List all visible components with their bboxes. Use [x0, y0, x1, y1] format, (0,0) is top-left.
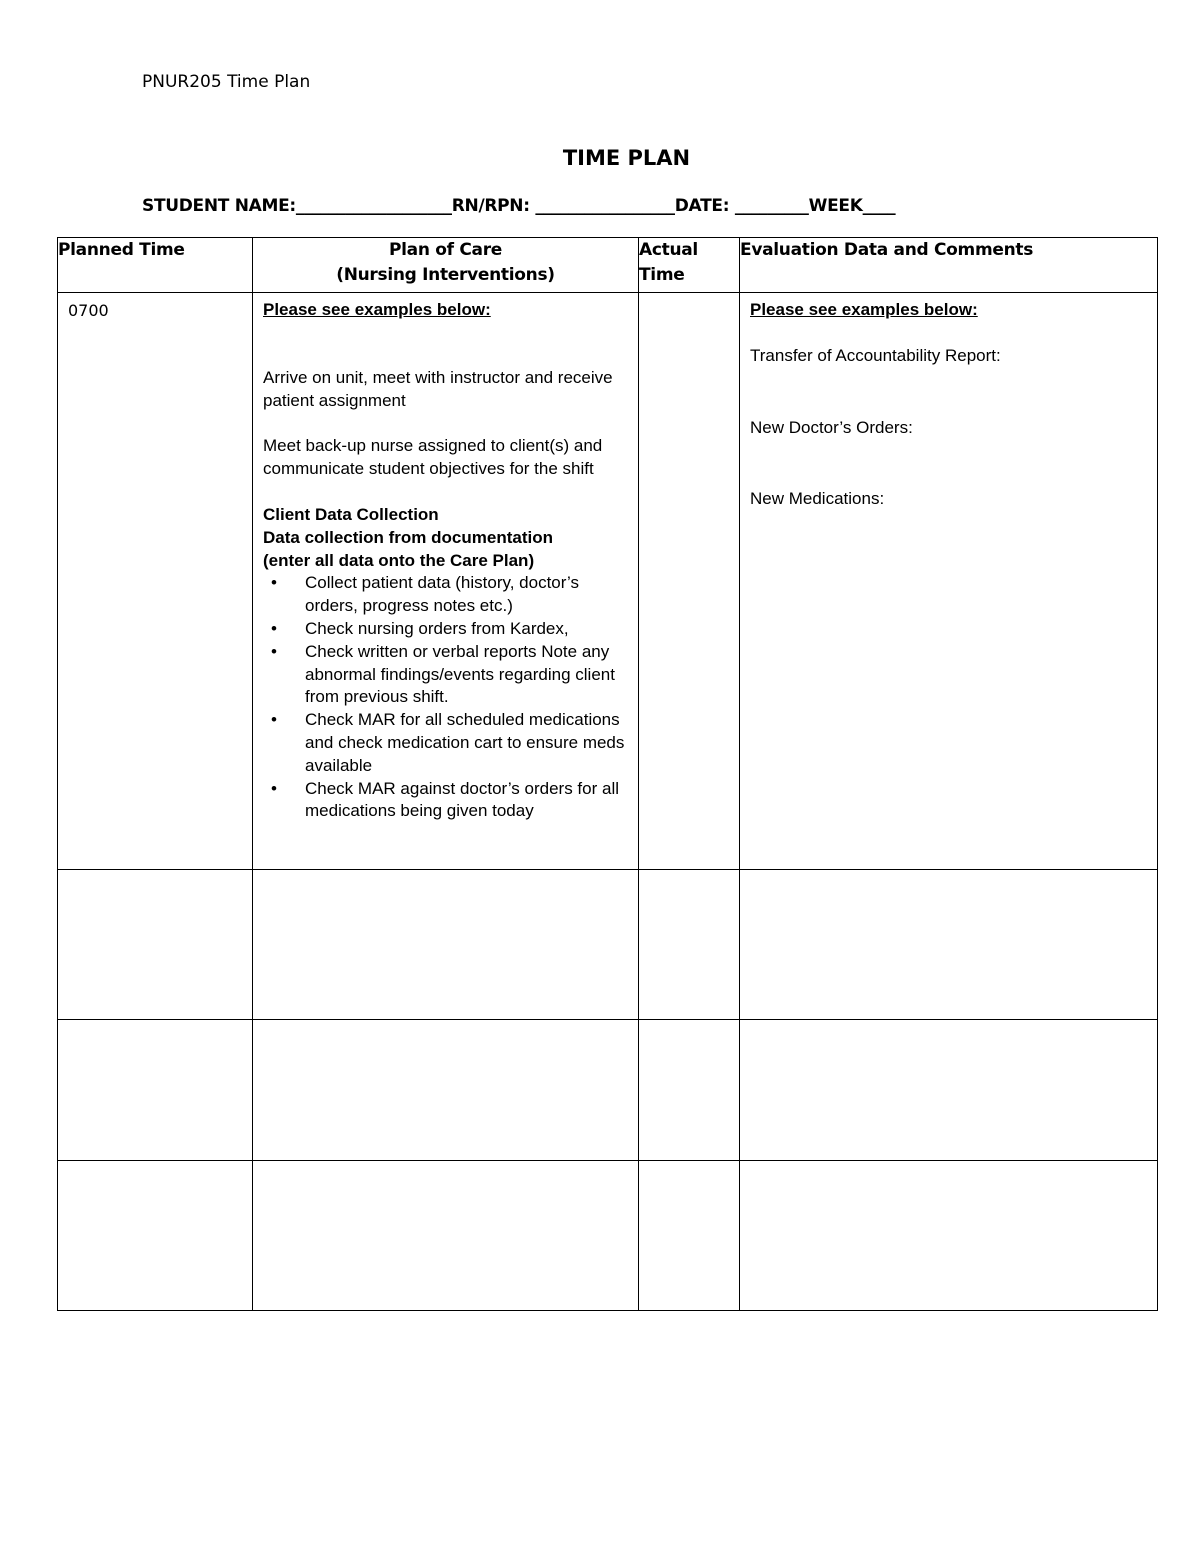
planned-time-cell[interactable] — [58, 1161, 253, 1311]
evaluation-cell[interactable] — [740, 1161, 1158, 1311]
running-header: PNUR205 Time Plan — [142, 72, 311, 92]
plan-paragraph-backup-nurse: Meet back-up nurse assigned to client(s) and communicate student objectives for the shift — [263, 436, 603, 479]
planned-time-cell[interactable] — [58, 293, 253, 870]
list-item: • Check MAR for all scheduled medications and check medication cart to ensure meds available — [271, 710, 625, 775]
evaluation-item-medications: New Medications: — [750, 489, 885, 509]
planned-time-value: 0700 — [68, 301, 109, 320]
planned-time-cell[interactable] — [58, 870, 253, 1020]
header-plan-of-care — [253, 238, 639, 293]
list-item: • Collect patient data (history, doctor’s orders, progress notes etc.) — [271, 573, 580, 616]
actual-time-cell[interactable] — [639, 1161, 740, 1311]
evaluation-item-toa-report: Transfer of Accountability Report: — [750, 345, 1001, 365]
plan-of-care-cell[interactable] — [253, 1020, 639, 1161]
evaluation-cell[interactable] — [740, 1020, 1158, 1161]
bullet-icon: • — [271, 710, 277, 730]
list-item: • Check written or verbal reports Note any abnormal findings/events regarding client from previous shift. — [271, 641, 615, 707]
actual-time-cell[interactable] — [639, 1020, 740, 1161]
bullet-icon: • — [271, 641, 277, 661]
table-row — [58, 870, 1158, 1020]
bullet-icon: • — [271, 778, 277, 798]
time-plan-table — [57, 237, 1158, 1311]
list-item: • Check MAR against doctor’s orders for all medications being given today — [271, 778, 620, 821]
actual-time-cell[interactable] — [639, 870, 740, 1020]
bullet-icon: • — [271, 573, 277, 593]
header-actual-time-line1: Actual — [639, 240, 698, 260]
plan-heading-client-data: Client Data Collection — [263, 504, 439, 524]
plan-heading-care-plan: (enter all data onto the Care Plan) — [263, 550, 535, 570]
evaluation-cell[interactable] — [740, 293, 1158, 870]
list-item: • Check nursing orders from Kardex, — [305, 618, 628, 641]
plan-of-care-cell[interactable] — [253, 293, 639, 870]
plan-examples-intro: Please see examples below: — [263, 300, 491, 319]
header-evaluation: Evaluation Data and Comments — [740, 238, 1158, 293]
evaluation-examples-intro: Please see examples below: — [750, 300, 978, 319]
evaluation-cell[interactable] — [740, 870, 1158, 1020]
actual-time-cell[interactable] — [639, 293, 740, 870]
table-row — [58, 1020, 1158, 1161]
header-actual-time — [639, 238, 740, 293]
table-row — [58, 293, 1158, 870]
header-actual-time-line2: Time — [639, 265, 685, 285]
student-info-fields: STUDENT NAME:___________________RN/RPN: _________________DATE: _________WEEK____ — [142, 196, 896, 216]
planned-time-cell[interactable] — [58, 1020, 253, 1161]
header-plan-of-care-line1: Plan of Care — [388, 240, 503, 260]
page-title: TIME PLAN — [562, 146, 691, 170]
plan-paragraph-arrive: Arrive on unit, meet with instructor and receive patient assignment — [263, 367, 613, 410]
plan-of-care-cell[interactable] — [253, 870, 639, 1020]
table-header-row — [58, 238, 1158, 293]
plan-heading-documentation: Data collection from documentation — [263, 527, 553, 547]
header-plan-of-care-line2: (Nursing Interventions) — [336, 265, 555, 285]
plan-of-care-cell[interactable] — [253, 1161, 639, 1311]
header-planned-time: Planned Time — [58, 238, 253, 293]
evaluation-item-doctor-orders: New Doctor’s Orders: — [750, 417, 913, 437]
bullet-icon: • — [271, 618, 277, 638]
plan-bullet-list — [263, 572, 628, 823]
table-row — [58, 1161, 1158, 1311]
